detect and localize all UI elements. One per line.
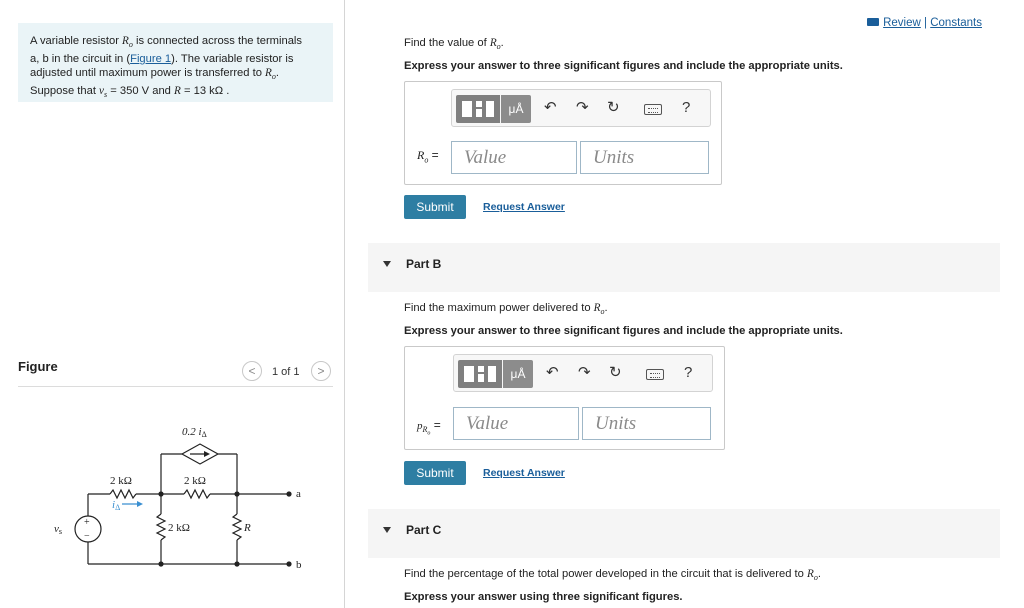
units-button[interactable]: μÅ [501,95,531,123]
part-b-question-var-sub: o [600,307,605,317]
template-icon [488,366,496,382]
resistor-vertical-label: 2 kΩ [168,522,190,534]
part-a-question-text: Find the value of [404,37,490,49]
part-a-request-answer[interactable]: Request Answer [483,201,565,213]
figure-divider [18,386,333,387]
right-pane [346,0,1024,608]
template-icon [462,101,472,117]
part-c-title: Part C [406,523,442,537]
source-plus: + [84,517,90,528]
problem-text: = 350 V and [107,85,175,98]
node [158,561,163,566]
redo-icon[interactable]: ↷ [576,99,589,116]
template-buttons [456,95,528,123]
collapse-arrow-icon [383,261,391,267]
help-button[interactable]: ? [682,99,691,116]
resistor-r-label: R [244,522,251,534]
resistor-r [233,514,241,540]
part-a-var-sub: o [424,155,429,165]
units-button[interactable]: μÅ [503,360,533,388]
source-minus: − [84,531,90,542]
part-b-instructions: Express your answer to three significant figures and include the appropriate units. [404,325,843,337]
part-a-submit-button[interactable]: Submit [404,195,466,219]
resistor-left-label: 2 kΩ [110,475,132,487]
template-icon [486,101,494,117]
problem-text: ). The variable resistor is [171,53,294,66]
template-buttons [458,360,530,388]
source-label: vs [54,523,63,536]
templates-button[interactable] [456,95,500,123]
circuit-diagram [44,416,314,576]
templates-button[interactable] [458,360,502,388]
part-a-eq: = [428,148,439,162]
part-b-question-text: Find the maximum power delivered to [404,302,594,314]
terminal-a-dot [286,491,291,496]
problem-text: a, b in the circuit in ( [30,53,131,66]
part-a-var: R [417,148,425,162]
part-a-toolbar [451,89,711,127]
collapse-arrow-icon [383,527,391,533]
part-c-question-var-sub: o [813,573,818,583]
template-icon [478,366,484,372]
part-c-question-text: Find the percentage of the total power developed in the circuit that is delivered to [404,568,807,580]
part-b-units-input[interactable]: Units [582,407,711,440]
terminal-a-label: a [296,488,301,500]
terminal-b-dot [286,561,291,566]
part-a-units-input[interactable]: Units [580,141,709,174]
problem-text: . [275,67,279,80]
problem-text: adjusted until maximum power is transferred to [30,67,266,80]
part-a-instructions: Express your answer to three significant figures and include the appropriate units. [404,60,843,72]
part-a-var-label [417,148,439,164]
left-pane [0,0,345,608]
part-b-var-sub-r: R [422,425,428,435]
part-a-question-end: . [500,37,504,49]
part-b-toolbar [453,354,713,392]
reset-icon[interactable]: ↻ [609,364,622,381]
next-figure-button[interactable]: > [311,361,331,381]
part-a-value-input[interactable]: Value [451,141,577,174]
template-icon [476,101,482,107]
template-icon [464,366,474,382]
part-b-var-label [417,418,441,437]
dep-arrow-head [204,451,210,457]
problem-text: A variable resistor [30,35,123,47]
part-c-instructions: Express your answer using three significant figures. [404,591,683,603]
figure-link[interactable]: Figure 1 [130,53,172,66]
template-icon [478,374,484,382]
part-b-var: p [417,420,423,432]
reset-icon[interactable]: ↻ [607,99,620,116]
part-c-question [404,568,821,582]
resistor-vertical [157,514,165,540]
part-b-question [404,302,608,316]
figure-heading: Figure [18,359,58,374]
help-button[interactable]: ? [684,364,693,381]
part-b-var-sub-o: o [427,430,431,437]
part-b-value-input[interactable]: Value [453,407,579,440]
part-b-request-answer[interactable]: Request Answer [483,467,565,479]
undo-icon[interactable]: ↶ [544,99,557,116]
problem-text: Suppose that [30,85,100,98]
part-c-question-var: R [807,568,814,580]
part-b-title: Part B [406,257,442,271]
book-icon [867,18,879,26]
resistor-top [184,490,210,498]
part-b-question-var: R [593,302,601,314]
template-icon [476,109,482,117]
resistor-left [110,490,136,498]
problem-var-ro: R [122,35,129,47]
problem-var-ro-sub: o [128,40,133,50]
header-separator: | [920,17,931,29]
prev-figure-button[interactable]: < [242,361,262,381]
part-c-question-end: . [817,568,821,580]
part-c-header[interactable] [368,509,1000,558]
part-a-question-var: R [489,37,497,49]
terminal-b-label: b [296,559,302,571]
part-a-question [404,37,504,51]
problem-text: is connected across the terminals [132,35,303,47]
review-constants-links [867,17,982,29]
part-a-answer-box [404,81,722,185]
part-b-question-end: . [604,302,608,314]
problem-var-vs-sub: s [104,90,108,100]
problem-var-ro-sub: o [271,72,276,82]
problem-statement [18,23,333,102]
part-b-answer-box [404,346,725,450]
current-label: iΔ [112,499,121,512]
review-link[interactable]: Review [883,17,921,29]
redo-icon[interactable]: ↷ [578,364,591,381]
node [234,561,239,566]
problem-var-ro: R [265,67,272,80]
problem-var-r: R [174,85,181,98]
keyboard-icon[interactable] [646,369,664,380]
resistor-top-label: 2 kΩ [184,475,206,487]
current-arrow-head [137,501,143,507]
undo-icon[interactable]: ↶ [546,364,559,381]
problem-var-vs: v [99,85,105,98]
constants-link[interactable]: Constants [930,17,982,29]
figure-pager-text: 1 of 1 [272,366,300,378]
problem-text: = 13 kΩ . [180,85,230,98]
dep-source-label: 0.2 iΔ [182,426,207,439]
node [158,491,163,496]
node [234,491,239,496]
part-b-eq: = [430,418,441,432]
keyboard-icon[interactable] [644,104,662,115]
part-a-question-var-sub: o [496,42,501,52]
part-b-submit-button[interactable]: Submit [404,461,466,485]
part-b-header[interactable] [368,243,1000,292]
